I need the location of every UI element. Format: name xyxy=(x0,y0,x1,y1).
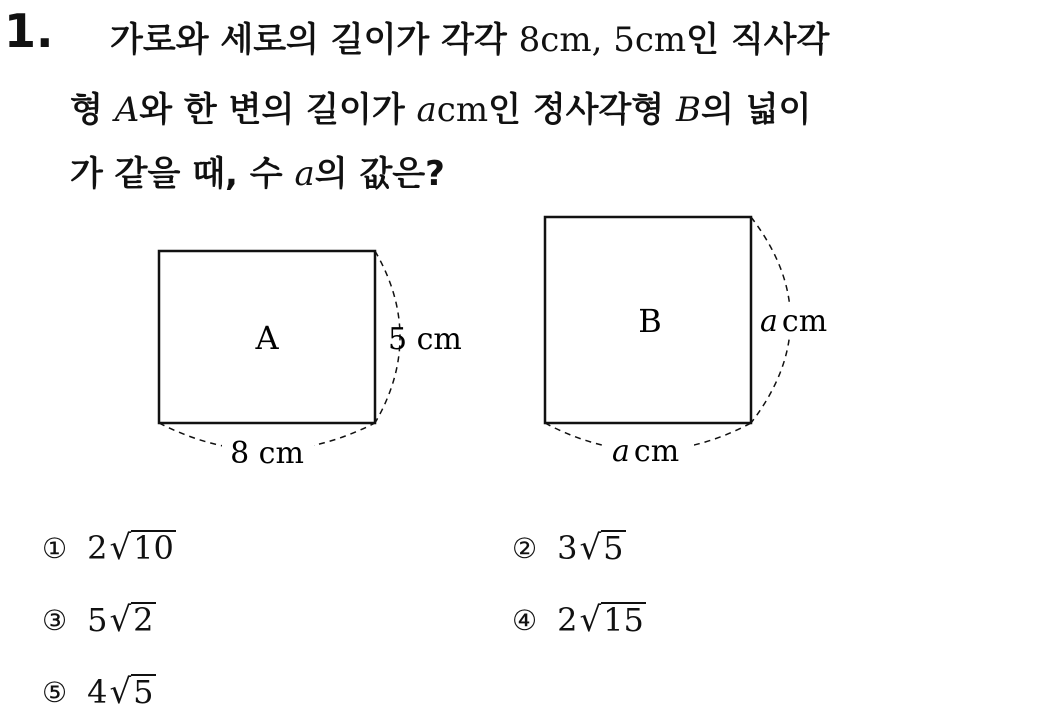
choice-coefficient: 5 xyxy=(87,601,108,639)
choice-radicand: 5 xyxy=(133,673,154,712)
question-text: 의 넓이 xyxy=(701,90,812,130)
sqrt-icon: √ xyxy=(579,600,602,640)
choice-coefficient: 2 xyxy=(87,529,108,567)
sqrt-icon: √ xyxy=(109,528,132,568)
side-unit: cm xyxy=(633,434,680,469)
choice-number: ⑤ xyxy=(42,675,68,709)
unit: cm xyxy=(436,90,489,130)
unit: cm xyxy=(540,20,592,60)
rectangle-a-label: A xyxy=(255,319,279,357)
question-text: 가로와 세로의 길이가 각각 xyxy=(110,20,519,60)
svg-text:acm xyxy=(612,434,679,469)
question-text: 와 한 변의 길이가 xyxy=(139,90,417,130)
side-variable: a xyxy=(612,434,630,469)
choice-number: ① xyxy=(42,531,68,565)
height-value: 5 xyxy=(613,20,635,60)
choice-5[interactable] xyxy=(42,672,156,712)
svg-text:acm xyxy=(760,304,827,339)
width-label: 8 cm xyxy=(230,436,304,471)
choice-1[interactable] xyxy=(42,528,176,568)
variable-a: a xyxy=(294,154,315,194)
choice-3[interactable] xyxy=(42,600,156,640)
variable-a: a xyxy=(416,90,437,130)
choice-radicand: 15 xyxy=(603,601,644,640)
choice-coefficient: 4 xyxy=(87,673,108,711)
choice-coefficient: 2 xyxy=(557,601,578,639)
choice-number: ③ xyxy=(42,603,68,637)
side-variable: a xyxy=(760,304,778,339)
square-b-label: B xyxy=(638,302,662,340)
sqrt-icon: √ xyxy=(109,600,132,640)
separator: , xyxy=(591,20,614,60)
sqrt-icon: √ xyxy=(579,528,602,568)
shape-b-symbol: B xyxy=(676,90,701,130)
unit: cm xyxy=(634,20,687,60)
question-text: 가 같을 때, 수 xyxy=(70,154,295,194)
question-text: 인 직사각 xyxy=(686,20,830,60)
choice-4[interactable] xyxy=(512,600,646,640)
side-unit: cm xyxy=(781,304,828,339)
shape-a-symbol: A xyxy=(114,90,140,130)
question-text: 인 정사각형 xyxy=(488,90,676,130)
choice-coefficient: 3 xyxy=(557,529,578,567)
sqrt-icon: √ xyxy=(109,672,132,712)
choice-number: ② xyxy=(512,531,538,565)
choice-radicand: 2 xyxy=(133,601,154,640)
choice-radicand: 5 xyxy=(603,529,624,568)
height-label: 5 cm xyxy=(388,322,462,357)
question-text: 의 값은? xyxy=(314,154,445,194)
choice-number: ④ xyxy=(512,603,538,637)
question-text: 형 xyxy=(70,90,115,130)
width-value: 8 xyxy=(518,20,541,60)
choice-radicand: 10 xyxy=(133,529,174,568)
question-number: 1. xyxy=(4,4,54,58)
choice-2[interactable] xyxy=(512,528,626,568)
